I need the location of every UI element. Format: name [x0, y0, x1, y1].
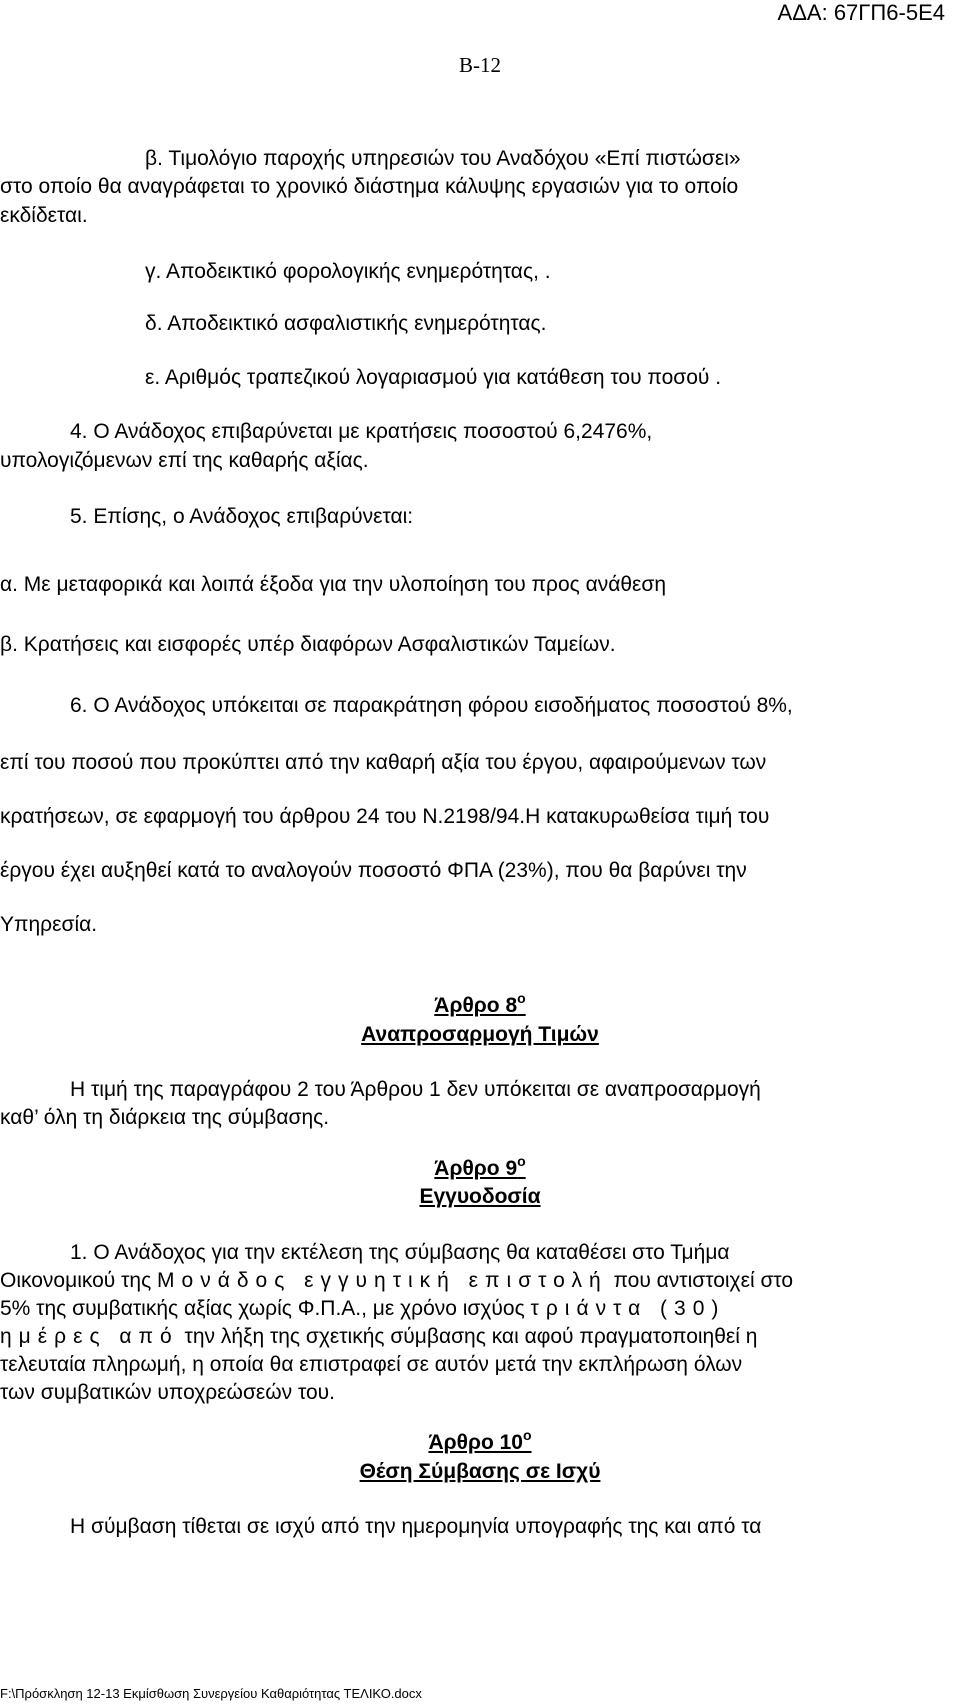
article-9-line4-end: την λήξη της σχετικής σύμβασης και αφού πραγματοποιηθεί η — [178, 1325, 758, 1348]
article-9-line5: τελευταία πληρωμή, η οποία θα επιστραφεί σε αυτόν μετά την εκπλήρωση όλων — [0, 1353, 743, 1376]
article-10-title: Άρθρο $10^o$ — [428, 1427, 532, 1454]
para-5-item-a: α. Με μεταφορικά και λοιπά έξοδα για την υλοποίηση του προς ανάθεση — [0, 573, 667, 596]
item-b-line2: στο οποίο θα αναγράφεται το χρονικό διάστημα κάλυψης εργασιών για το οποίο — [0, 175, 739, 198]
article-8-line2: καθ’ όλη τη διάρκεια της σύμβασης. — [0, 1106, 330, 1129]
article-9-line3-start: 5% της συμβατικής αξίας χωρίς Φ.Π.Α., με χρόνο ισχύος — [0, 1297, 531, 1320]
para-6-line3: κρατήσεων, σε εφαρμογή του άρθρου 24 του Ν.2198/94.Η κατακυρωθείσα τιμή του — [0, 805, 770, 828]
article-9-line2 — [0, 1268, 793, 1294]
article-10-superscript: ο — [522, 1427, 532, 1443]
article-10-line1: Η σύμβαση τίθεται σε ισχύ από την ημερομηνία υπογραφής της και από τα — [70, 1515, 762, 1538]
article-9-title: Άρθρο $9^o$ — [434, 1153, 526, 1180]
article-9-line6: των συμβατικών υποχρεώσεών του. — [0, 1381, 335, 1404]
article-9-line4 — [0, 1324, 757, 1350]
ada-code: ΑΔΑ: 67ΓΠ6-5Ε4 — [777, 0, 945, 25]
article-9-superscript: ο — [517, 1153, 526, 1169]
item-b-line3: εκδίδεται. — [0, 204, 88, 227]
article-9-subtitle: Εγγυοδοσία — [419, 1185, 541, 1208]
article-9-line2-start: Οικονομικού της — [0, 1269, 158, 1292]
para-6-line2: επί του ποσού που προκύπτει από την καθαρή αξία του έργου, αφαιρούμενων των — [0, 751, 767, 774]
para-5: 5. Επίσης, ο Ανάδοχος επιβαρύνεται: — [70, 505, 414, 528]
article-9-line1: 1. Ο Ανάδοχος για την εκτέλεση της σύμβασης θα καταθέσει στο Τμήμα — [70, 1241, 730, 1264]
article-8-line1: Η τιμή της παραγράφου 2 του Άρθρου 1 δεν υπόκειται σε αναπροσαρμογή — [70, 1078, 761, 1101]
item-d: δ. Αποδεικτικό ασφαλιστικής ενημερότητας. — [145, 312, 547, 335]
para-6-line4: έργου έχει αυξηθεί κατά το αναλογούν ποσοστό ΦΠΑ (23%), που θα βαρύνει την — [0, 859, 747, 882]
article-9-line3 — [0, 1296, 725, 1322]
item-e: ε. Αριθμός τραπεζικού λογαριασμού για κατάθεση του ποσού . — [145, 366, 722, 389]
article-9-spaced-duration: τριάντα (30) — [530, 1297, 726, 1320]
para-5-item-b: β. Κρατήσεις και εισφορές υπέρ διαφόρων Ασφαλιστικών Ταμείων. — [0, 633, 616, 656]
para-6-line1: 6. Ο Ανάδοχος υπόκειται σε παρακράτηση φόρου εισοδήματος ποσοστού 8%, — [70, 694, 793, 717]
page-number: Β-12 — [459, 53, 501, 77]
article-10-subtitle: Θέση Σύμβασης σε Ισχύ — [359, 1460, 601, 1483]
article-8-title: Άρθρο $8^o$ — [434, 990, 526, 1017]
para-6-line5: Υπηρεσία. — [0, 913, 98, 936]
article-9-spaced-guarantee: Μονάδος εγγυητική επιστολή — [157, 1269, 608, 1292]
item-b-line1: β. Τιμολόγιο παροχής υπηρεσιών του Αναδόχου «Επί πιστώσει» — [145, 147, 741, 170]
para-4-line1: 4. Ο Ανάδοχος επιβαρύνεται με κρατήσεις ποσοστού 6,2476%, — [70, 420, 653, 443]
article-9-line2-end: που αντιστοιχεί στο — [607, 1269, 794, 1292]
item-c: γ. Αποδεικτικό φορολογικής ενημερότητας, . — [145, 260, 551, 283]
footer-file-path: F:\Πρόσκληση 12-13 Εκμίσθωση Συνεργείου Καθαριότητας ΤΕΛΙΚΟ.docx — [0, 1686, 422, 1701]
article-8-subtitle: Αναπροσαρμογή Τιμών — [361, 1023, 599, 1046]
para-4-line2: υπολογιζόμενων επί της καθαρής αξίας. — [0, 449, 369, 472]
article-8-superscript: ο — [517, 990, 526, 1006]
article-9-spaced-days: ημέρες από — [0, 1325, 179, 1348]
